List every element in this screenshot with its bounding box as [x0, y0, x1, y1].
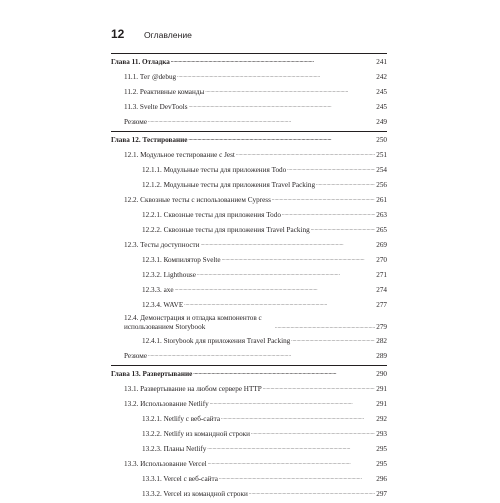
toc-entry-page: 261 [376, 196, 387, 204]
toc-entry-page: 293 [376, 430, 387, 438]
toc-entry-title: Резюме [124, 352, 148, 360]
toc-entry-title: 12.4.1. Storybook для приложения Travel Packing [142, 337, 291, 345]
dot-leader [188, 134, 375, 146]
page-header [111, 27, 192, 41]
dot-leader [222, 254, 376, 266]
dot-leader [193, 368, 375, 380]
toc-entry [111, 164, 387, 176]
toc-entry-title: Глава 13. Развертывание [111, 370, 193, 378]
toc-entry-page: 265 [376, 226, 387, 234]
toc-entry-page: 290 [376, 370, 387, 378]
toc-entry [111, 314, 387, 332]
toc-entry-page: 245 [376, 103, 387, 111]
toc-entry-page: 292 [376, 415, 387, 423]
toc-entry-title: 12.1.2. Модульные тесты для приложения Travel Packing [142, 181, 316, 189]
toc-entry-title: 11.2. Реактивные команды [124, 88, 205, 96]
dot-leader [251, 428, 375, 440]
toc-entry [111, 239, 387, 251]
toc-entry-page: 270 [376, 256, 387, 264]
toc-entry-page: 277 [376, 301, 387, 309]
toc-entry-page: 282 [376, 337, 387, 345]
toc-entry-title: Глава 11. Отладка [111, 58, 170, 66]
toc-entry-title: 12.1. Модульное тестирование с Jest [124, 151, 235, 159]
toc-entry-title: 12.3.4. WAVE [142, 301, 184, 309]
toc-entry-page: 271 [376, 271, 387, 279]
toc-entry [111, 149, 387, 161]
toc-entry-title: 13.2.3. Планы Netlify [142, 445, 207, 453]
dot-leader [148, 116, 375, 128]
toc-entry-page: 291 [376, 400, 387, 408]
toc-entry [111, 224, 387, 236]
toc-entry-page: 289 [376, 352, 387, 360]
toc-entry [111, 458, 387, 470]
toc-entry-page: 291 [376, 385, 387, 393]
toc-entry [111, 473, 387, 485]
toc-chapter-entry [111, 365, 387, 380]
toc-entry-title: 12.3.3. axe [142, 286, 174, 294]
toc-entry-title: Резюме [124, 118, 148, 126]
dot-leader [205, 86, 375, 98]
toc-entry [111, 209, 387, 221]
dot-leader [208, 458, 376, 470]
toc-entry [111, 383, 387, 395]
toc-entry [111, 194, 387, 206]
toc-entry-page: 263 [376, 211, 387, 219]
dot-leader [263, 383, 375, 395]
dot-leader [184, 299, 375, 311]
toc-entry-title: 11.3. Svelte DevTools [124, 103, 188, 111]
toc-entry-title: 12.1.1. Модульные тесты для приложения Todo [142, 166, 287, 174]
toc-entry-page: 296 [376, 475, 387, 483]
toc-entry [111, 428, 387, 440]
dot-leader [291, 335, 375, 347]
toc-entry-page: 251 [376, 151, 387, 159]
dot-leader [275, 323, 375, 332]
toc-entry-title: 12.3.2. Lighthouse [142, 271, 196, 279]
toc-entry [111, 284, 387, 296]
toc-entry-title: 13.3. Использование Vercel [124, 460, 207, 468]
toc-entry-title: 12.2. Сквозные тесты с использованием Cypress [124, 196, 271, 204]
dot-leader [175, 284, 376, 296]
dot-leader [197, 269, 375, 281]
toc-entry-title: 13.2.2. Netlify из командной строки [142, 430, 251, 438]
dot-leader [201, 239, 376, 251]
toc-entry-title: 12.3.1. Компилятор Svelte [142, 256, 221, 264]
table-of-contents [111, 53, 387, 503]
toc-entry [111, 299, 387, 311]
toc-entry-page: 242 [376, 73, 387, 81]
dot-leader [236, 149, 375, 161]
dot-leader [311, 224, 376, 236]
dot-leader [316, 179, 375, 191]
toc-entry-title: 12.3. Тесты доступности [124, 241, 200, 249]
toc-entry-page: 297 [376, 490, 387, 498]
dot-leader [148, 350, 375, 362]
toc-entry-page: 254 [376, 166, 387, 174]
dot-leader [219, 473, 375, 485]
toc-entry [111, 413, 387, 425]
page-number: 12 [111, 27, 125, 41]
toc-chapter-entry [111, 131, 387, 146]
dot-leader [207, 443, 375, 455]
toc-entry [111, 269, 387, 281]
running-title: Оглавление [144, 30, 192, 40]
toc-entry [111, 254, 387, 266]
dot-leader [210, 398, 376, 410]
toc-entry [111, 179, 387, 191]
toc-entry [111, 443, 387, 455]
toc-entry-title: Глава 12. Тестирование [111, 136, 188, 144]
toc-chapter-entry [111, 53, 387, 68]
toc-entry [111, 71, 387, 83]
dot-leader [282, 209, 375, 221]
toc-entry [111, 101, 387, 113]
dot-leader [249, 488, 375, 500]
toc-entry-page: 279 [376, 323, 387, 331]
toc-entry [111, 335, 387, 347]
toc-entry [111, 86, 387, 98]
toc-entry-page: 274 [376, 286, 387, 294]
dot-leader [177, 71, 375, 83]
toc-entry-title: 13.2.1. Netlify с веб-сайта [142, 415, 221, 423]
toc-entry-page: 249 [376, 118, 387, 126]
toc-entry-page: 245 [376, 88, 387, 96]
toc-entry-page: 241 [376, 58, 387, 66]
dot-leader [171, 56, 375, 68]
toc-entry [111, 350, 387, 362]
toc-entry-page: 295 [376, 445, 387, 453]
toc-entry [111, 488, 387, 500]
toc-entry-title: 12.2.1. Сквозные тесты для приложения Todo [142, 211, 281, 219]
dot-leader [221, 413, 375, 425]
toc-entry-page: 295 [376, 460, 387, 468]
dot-leader [189, 101, 376, 113]
toc-entry-title: 12.4. Демонстрация и отладка компонентов с использованием Storybook [124, 314, 262, 331]
toc-entry-page: 269 [376, 241, 387, 249]
toc-entry-title: 11.1. Тег @debug [124, 73, 177, 81]
toc-entry-title: 12.2.2. Сквозные тесты для приложения Travel Packing [142, 226, 310, 234]
toc-entry [111, 398, 387, 410]
toc-entry-title: 13.1. Развертывание на любом сервере HTTP [124, 385, 262, 393]
dot-leader [272, 194, 375, 206]
toc-entry-title: 13.2. Использование Netlify [124, 400, 209, 408]
toc-entry-page: 250 [376, 136, 387, 144]
toc-entry-title: 13.3.2. Vercel из командной строки [142, 490, 248, 498]
toc-entry-title: 13.3.1. Vercel с веб-сайта [142, 475, 218, 483]
toc-entry-page: 256 [376, 181, 387, 189]
toc-entry [111, 116, 387, 128]
dot-leader [287, 164, 375, 176]
